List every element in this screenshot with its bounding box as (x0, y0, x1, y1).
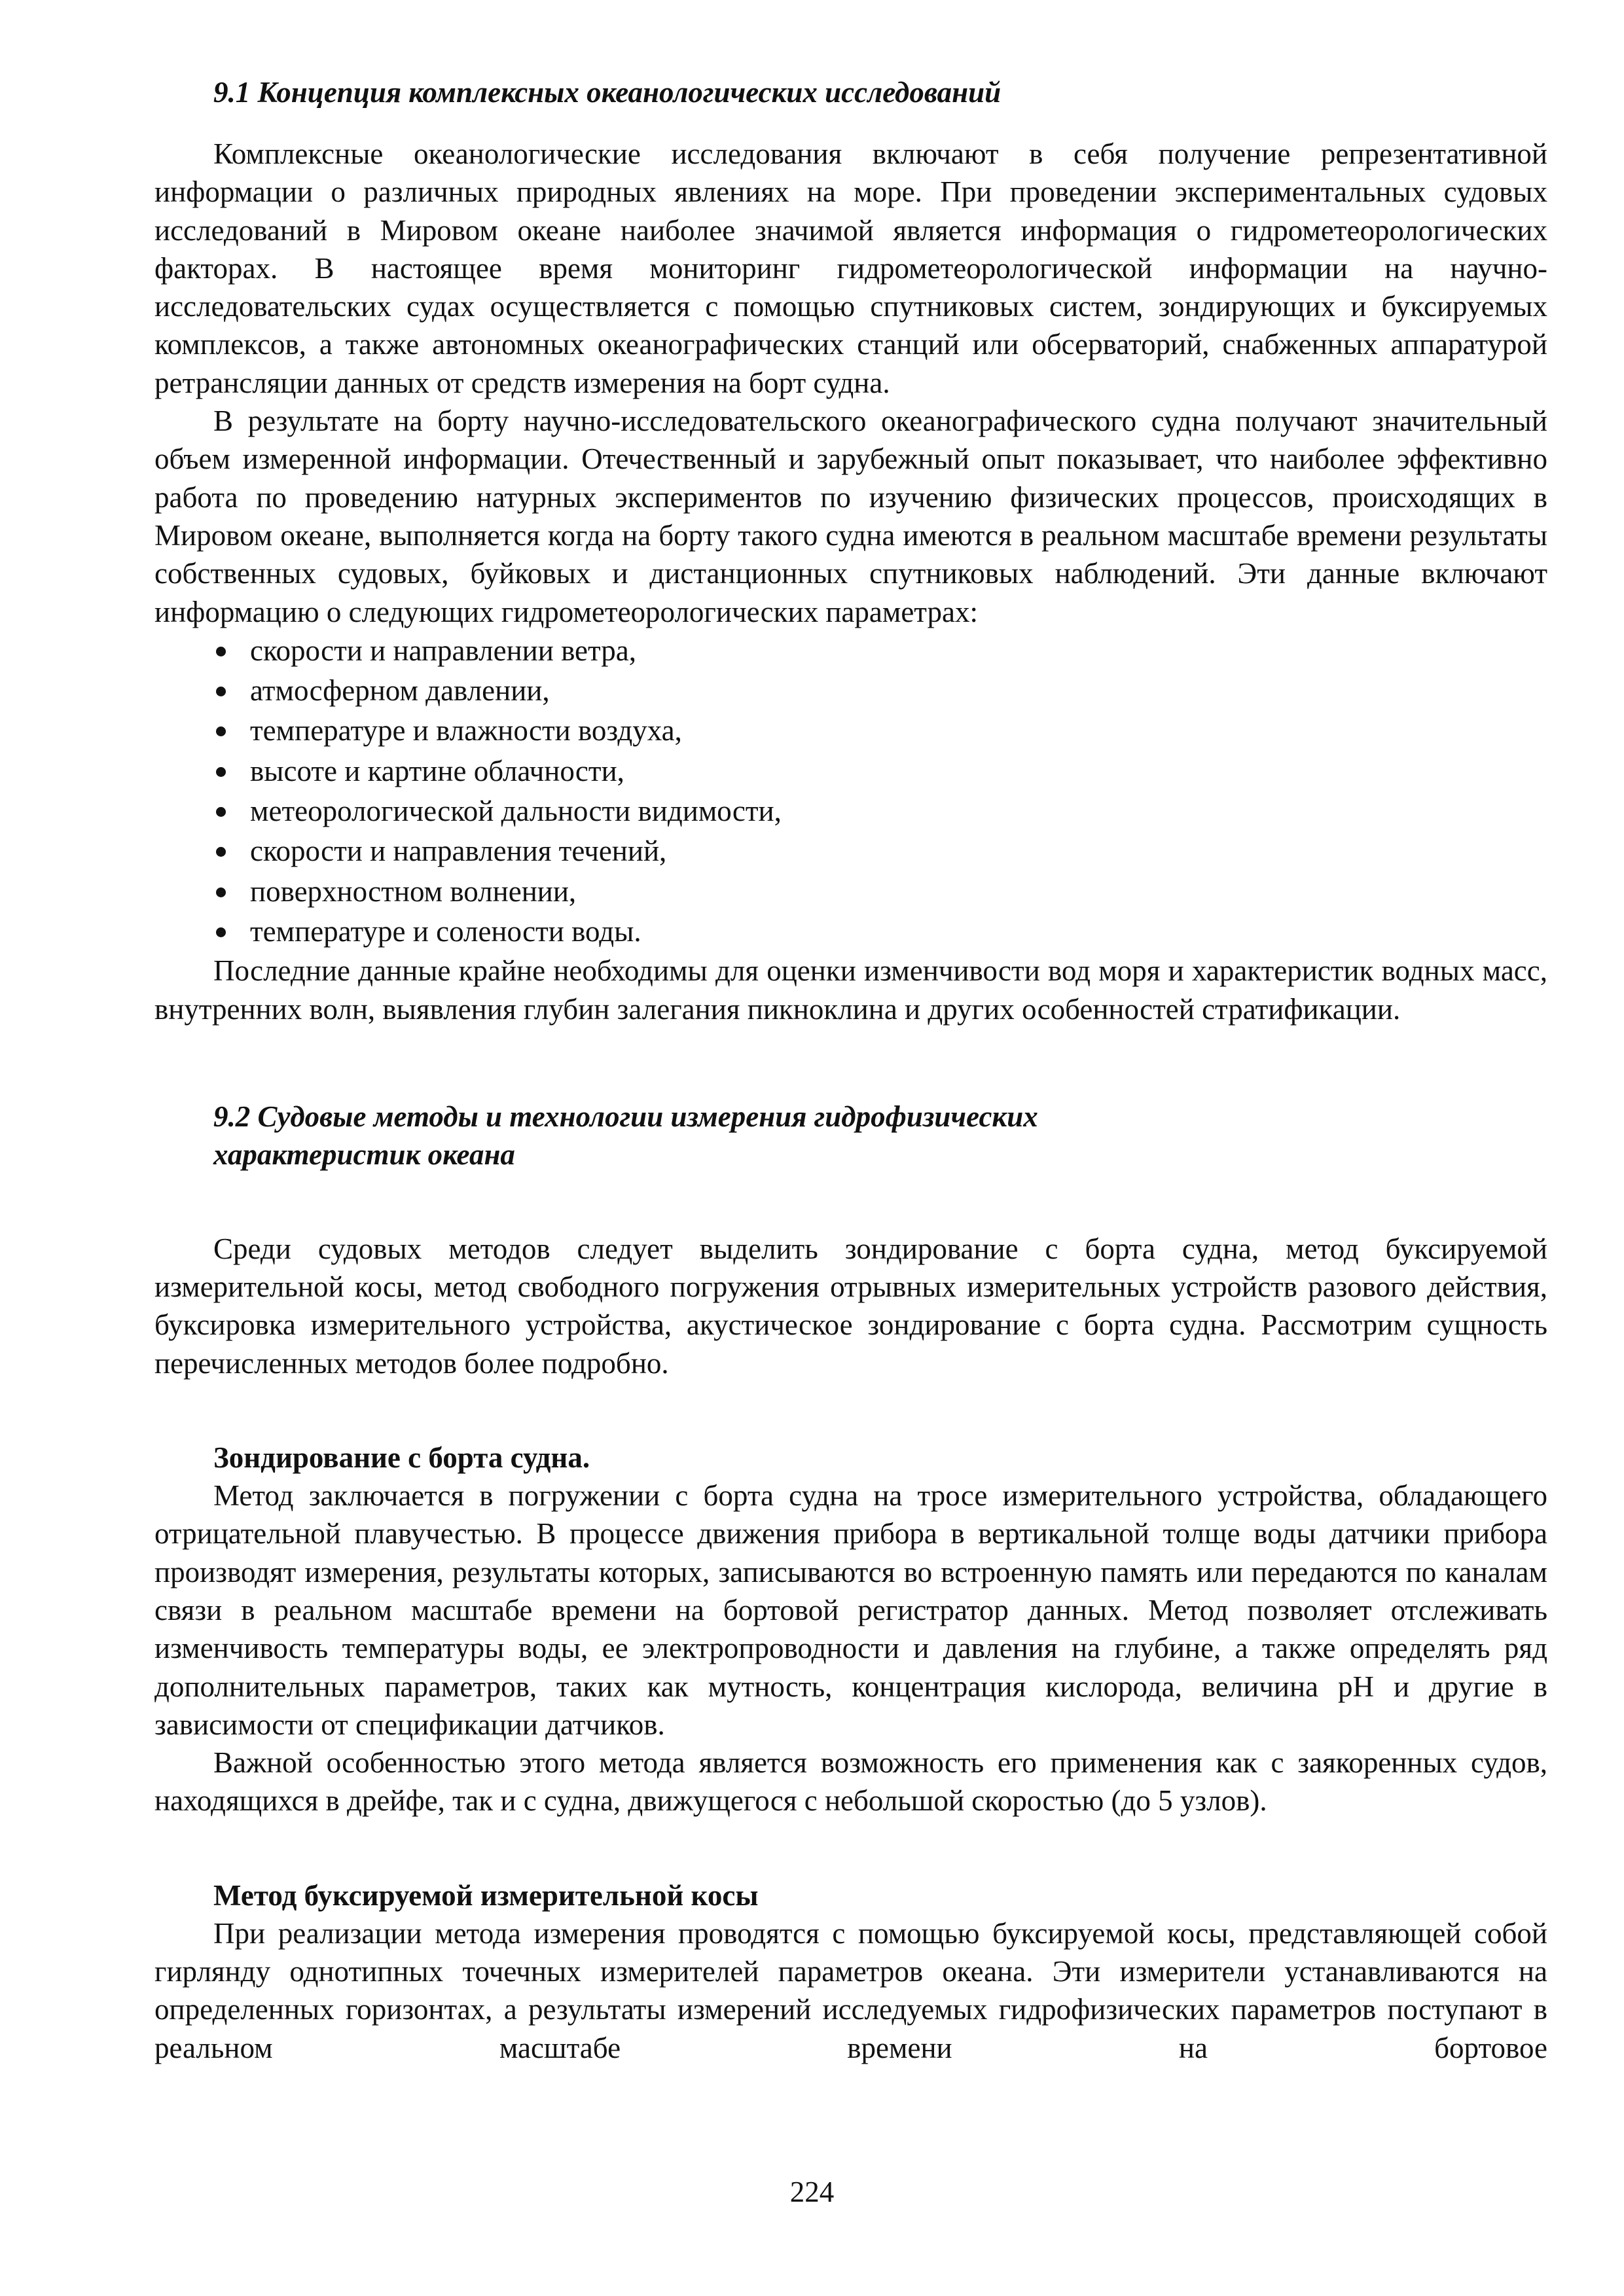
sounding-paragraph-1: Метод заключается в погружении с борта судна на тросе измерительного устройства, обладающего отрицательной плавучестью. В процессе движения прибора в вертикальной толще воды датчики прибора производят измерения, результаты которых, записываются во встроенную память или передаются по каналам связи в реальном масштабе времени на бортовой регистратор данных. Метод позволяет отслеживать изменчивость температуры воды, ее электропроводности и давления на глубине, а также определять ряд дополнительных параметров, таких как мутность, концентрация кислорода, величина pH и другие в зависимости от спецификации датчиков. (154, 1479, 1547, 1741)
parameter-list (154, 631, 1547, 952)
section-9-2-title (154, 1098, 1547, 1174)
section-9-1-paragraph-1: Комплексные океанологические исследования включают в себя получение репрезентативной информации о различных природных явлениях на море. При проведении экспериментальных судовых исследований в Мировом океане наиболее значимой является информация о гидрометеорологических факторах. В настоящее время мониторинг гидрометеорологической информации на научно-исследовательских судах осуществляется с помощью спутниковых систем, зондирующих и буксируемых комплексов, а также автономных океанографических станций или обсерваторий, снабженных аппаратурой ретрансляции данных от средств измерения на борт судна. (154, 137, 1547, 399)
section-9-1-title: 9.1 Концепция комплексных океанологических исследований (213, 76, 1001, 109)
bullet-icon (216, 847, 226, 857)
list-item: поверхностном волнении, (213, 872, 1547, 912)
section-9-1-paragraph-2: В результате на борту научно-исследовательского океанографического судна получают значительный объем измеренной информации. Отечественный и зарубежный опыт показывает, что наиболее эффективно работа по проведению натурных экспериментов по изучению физических процессов, происходящих в Мировом океане, выполняется когда на борту такого судна имеются в реальном масштабе времени результаты собственных судовых, буйковых и дистанционных спутниковых наблюдений. Эти данные включают информацию о следующих гидрометеорологических параметрах: (154, 404, 1547, 628)
list-item: скорости и направления течений, (213, 831, 1547, 871)
sounding-paragraph-2: Важной особенностью этого метода является возможность его применения как с заякоренных судов, находящихся в дрейфе, так и с судна, движущегося с небольшой скоростью (до 5 узлов). (154, 1746, 1547, 1818)
section-9-2-title-line-1: 9.2 Судовые методы и технологии измерения гидрофизических (213, 1100, 1038, 1133)
bullet-icon (216, 687, 226, 696)
bullet-icon (216, 927, 226, 937)
section-9-2-title-line-2: характеристик океана (213, 1138, 515, 1171)
list-item: атмосферном давлении, (213, 671, 1547, 711)
bullet-icon (216, 767, 226, 777)
list-item: температуре и солености воды. (213, 912, 1547, 952)
towed-paragraph: При реализации метода измерения проводятся с помощью буксируемой косы, представляющей собой гирлянду однотипных точечных измерителей параметров океана. Эти измерители устанавливаются на определенных горизонтах, а результаты измерений исследуемых гидрофизических параметров поступают в реальном масштабе времени на бортовое (154, 1916, 1547, 2064)
list-item: высоте и картине облачности, (213, 751, 1547, 791)
page-number: 224 (789, 2176, 835, 2208)
list-item: скорости и направлении ветра, (213, 631, 1547, 671)
section-9-1-closing: Последние данные крайне необходимы для оценки изменчивости вод моря и характеристик водных масс, внутренних волн, выявления глубин залегания пикноклина и других особенностей стратификации. (154, 954, 1547, 1026)
section-9-2-intro: Среди судовых методов следует выделить зондирование с борта судна, метод буксируемой измерительной косы, метод свободного погружения отрывных измерительных устройств разового действия, буксировка измерительного устройства, акустическое зондирование с борта судна. Рассмотрим сущность перечисленных методов более подробно. (154, 1232, 1547, 1380)
towed-title: Метод буксируемой измерительной косы (213, 1878, 759, 1912)
list-item: метеорологической дальности видимости, (213, 791, 1547, 831)
bullet-icon (216, 726, 226, 736)
page-content (154, 73, 1547, 2067)
list-item: температуре и влажности воздуха, (213, 711, 1547, 751)
bullet-icon (216, 807, 226, 817)
bullet-icon (216, 647, 226, 656)
sounding-title: Зондирование с борта судна. (213, 1441, 590, 1475)
bullet-icon (216, 888, 226, 897)
